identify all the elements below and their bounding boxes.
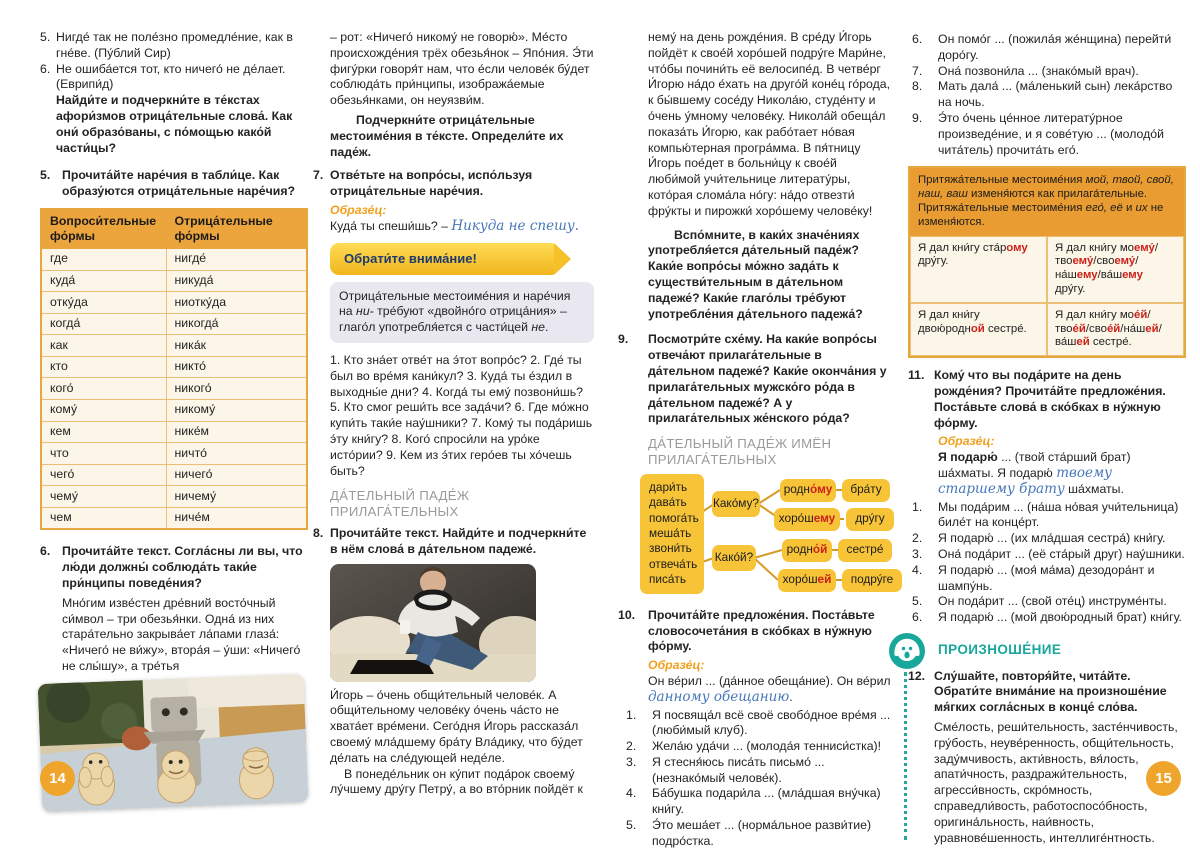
cell: чему́ — [41, 486, 166, 508]
table-row — [41, 486, 307, 508]
exercise-number: 6. — [40, 544, 51, 559]
sample-block — [648, 658, 892, 705]
item-number: 6. — [912, 610, 923, 625]
exercise-title: Кому́ что вы пода́рите на день рожде́ния? Прочита́йте предложе́ния. Поста́вьте слова́ в ско́бках в ну́жную фо́рму. — [934, 368, 1166, 430]
underline-pronouns-task: Подчеркни́те отрица́тельные местоиме́ния в те́ксте. Определи́те их паде́ж. — [330, 112, 564, 159]
table-row — [41, 292, 307, 314]
cell: где — [41, 248, 166, 270]
column-1 — [40, 30, 308, 807]
cell: что — [41, 443, 166, 465]
item-text: Мы пода́рим ... (на́ша но́вая учи́тельница) биле́т на конце́рт. — [938, 499, 1179, 530]
page-number-14: 14 — [40, 761, 75, 796]
exercise-5 — [40, 168, 308, 200]
adjective-box: родн о́му — [780, 479, 836, 502]
cell: чем — [41, 507, 166, 529]
exercise-title: Прочита́йте наре́чия в табли́це. Как образу́ются отрица́тельные наре́чия? — [62, 168, 296, 199]
cell: никто́ — [166, 356, 307, 378]
cell: кому́ — [41, 400, 166, 422]
igor-text-part1: И́горь – о́чень общи́тельный челове́к. А общи́тельному челове́ку о́чень ча́сто не хвата́ет вре́мени. Сего́дня И́горь рассказа́л своему́ мла́дшему бра́ту Вла́дику, что бу́дет де́лать на сле́дующей неде́ле. — [330, 687, 583, 765]
exercise-number: 12. — [908, 668, 926, 683]
exercise-11 — [908, 368, 1186, 431]
section-header-dative-adjectives: ДА́ТЕЛЬНЫЙ ПАДЕ́Ж ПРИЛАГА́ТЕЛЬНЫХ — [330, 488, 470, 520]
item-number: 9. — [912, 110, 923, 125]
exercise-title: Отве́тьте на вопро́сы, испо́льзуя отрица́тельные наре́чия. — [330, 168, 533, 199]
sample-label: Образе́ц: — [330, 202, 387, 217]
item-text: Он помо́г ... (пожила́я же́нщина) перейти́ доро́гу. — [938, 32, 1172, 62]
dotted-divider-line — [904, 672, 907, 840]
cell: кого́ — [41, 378, 166, 400]
exercise-number: 7. — [313, 168, 324, 183]
monkeys-text: Мно́гим изве́стен дре́вний восто́чный си́мвол – три обезья́нки. Одна́ из них стара́тельно закрыва́ет ла́пами глаза́: «Ничего́ не ви́жу», втора́я – у́ши: «Ничего́ не слы́шу», а тре́тья — [62, 595, 301, 674]
aphorism-item — [40, 30, 308, 62]
aphorism-number: 5. — [40, 30, 51, 44]
section-header-dative-adjective-names: ДА́ТЕЛЬНЫЙ ПАДЕ́Ж ИМЁН ПРИЛАГА́ТЕЛЬНЫХ — [648, 436, 832, 467]
aphorism-number: 6. — [40, 61, 51, 76]
table-row — [41, 507, 307, 529]
verb: дари́ть — [649, 480, 688, 495]
negation-table — [40, 208, 308, 531]
item-text: Я посвяща́л всё своё свобо́дное вре́мя ... (люби́мый клуб). — [652, 707, 891, 738]
column-4 — [908, 30, 1186, 846]
item-text: Жела́ю уда́чи ... (молода́я тенниси́стка)! — [652, 739, 882, 754]
table-row — [41, 248, 307, 270]
question-box-feminine: Како́й? — [712, 545, 756, 571]
exercise-6 — [40, 544, 308, 591]
table-header-row — [41, 209, 307, 249]
exercise-number: 10. — [618, 607, 636, 622]
monkeys-text-continued: – рот: «Ничего́ никому́ не говорю́». Ме́сто происхожде́ния трёх обезья́нок – Япо́ния. Э́ти фигу́рки говоря́т нам, что е́сли челове́к бу́дет соблюда́ть при́нципы, изобража́емые обезья́нками, он неуязви́м. — [330, 30, 594, 108]
pronunciation-section-header — [938, 642, 1186, 659]
list-item — [912, 500, 1186, 532]
page-number-15: 15 — [1146, 761, 1181, 796]
item-number: 2. — [626, 739, 637, 754]
exercise-number: 9. — [618, 332, 629, 347]
igor-photo — [330, 564, 536, 682]
exercise-title: Прочита́йте текст. Согла́сны ли вы, что лю́ди должны́ соблюда́ть таки́е при́нципы поведе́ния? — [62, 544, 303, 591]
column-header: Отрица́тельные фо́рмы — [166, 209, 307, 249]
grammar-box-row — [910, 303, 1184, 356]
possessive-pronouns-grammar-box — [908, 166, 1186, 358]
noun-box: сестре́ — [838, 539, 892, 562]
item-number: 8. — [912, 79, 923, 94]
exercise-title: Прочита́йте предложе́ния. Поста́вьте словосочета́ния в ско́бках в ну́жную фо́рму. — [648, 607, 875, 654]
grammar-cell: Я дал кни́гу ста́рому дру́гу. — [910, 236, 1047, 303]
adjective-box: хоро́ш ей — [778, 569, 836, 592]
exercise-10-items-continued — [908, 32, 1186, 158]
cell: отку́да — [41, 292, 166, 314]
listening-icon — [888, 632, 926, 670]
table-row — [41, 356, 307, 378]
item-text: Я подарю́ ... (мой двою́родный брат) кни́гу. — [938, 610, 1182, 625]
list-item — [912, 531, 1186, 547]
noun-box: бра́ту — [842, 479, 890, 502]
item-number: 5. — [626, 818, 637, 833]
exercise-10 — [618, 608, 892, 655]
remember-task: Вспо́мните, в каки́х значе́ниях употребля́ется да́тельный паде́ж? Каки́е вопро́сы мо́жно зада́ть к существи́тельным в да́тельном падеже́? Каки́е глаго́лы тре́буют употребле́ния да́тельного падежа́? — [648, 227, 863, 321]
adjective-box: родн о́й — [782, 539, 832, 562]
table-row — [41, 335, 307, 357]
exercise-9 — [618, 332, 892, 427]
item-text: Э́то меша́ет ... (норма́льное разви́тие) подро́стка. — [652, 818, 872, 848]
exercise-number: 5. — [40, 168, 51, 183]
item-text: Она́ пода́рит ... (её ста́рый друг) нау́шники. — [938, 546, 1185, 561]
grammar-box-header: Притяжа́тельные местоиме́ния мой, твой, свой, наш, ваш изменя́ются как прилага́тельные. Притяжа́тельные местоиме́ния его́, её и их не изменя́ются. — [910, 168, 1184, 235]
item-text: Я подарю́ ... (моя́ ма́ма) дезодора́нт и шампу́нь. — [938, 562, 1155, 593]
exercise-10-items — [618, 708, 892, 850]
sample-label: Образе́ц: — [648, 658, 705, 673]
grammar-note-box — [330, 282, 594, 343]
cell: чего́ — [41, 464, 166, 486]
item-text: Я подарю́ ... (их мла́дшая сестра́) кни́гу. — [938, 531, 1166, 546]
cell: куда́ — [41, 270, 166, 292]
verb: отвеча́ть — [649, 556, 698, 571]
list-item — [626, 786, 892, 818]
list-item — [912, 563, 1186, 595]
verb-list-box — [640, 474, 704, 594]
verb: писа́ть — [649, 571, 686, 586]
cell: ничего́ — [166, 464, 307, 486]
item-text: Я стесня́юсь писа́ть письмо́ ... (незнако́мый челове́к). — [652, 754, 825, 785]
sample-label: Образе́ц: — [938, 434, 995, 449]
aphorism-text: Нигде́ так не поле́зно промедле́ние, как в гне́ве. (Пу́блий Сир) — [56, 30, 293, 60]
sample-sentence: Я подарю́ ... (твой ста́рший брат) ша́хматы. Я подарю́ твоему старшему брату ша́хматы. — [938, 450, 1131, 497]
find-underline-task: Найди́те и подчеркни́те в те́кстах афори́змов отрица́тельные слова́. Как они́ образо́ваны, с по́мощью како́й части́цы? — [56, 93, 293, 155]
item-number: 6. — [912, 32, 923, 46]
page-15 — [600, 0, 1200, 848]
cell: ниче́м — [166, 507, 307, 529]
noun-box: дру́гу — [846, 508, 894, 531]
item-number: 3. — [626, 754, 637, 769]
item-text: Он пода́рит ... (свой оте́ц) инструме́нты. — [938, 594, 1167, 609]
cell: кем — [41, 421, 166, 443]
verb: помога́ть — [649, 510, 699, 525]
grammar-cell: Я дал кни́гу мое́й/твое́й/свое́й/на́шей/ва́шей сестре́. — [1047, 303, 1184, 356]
attention-banner-title: Обрати́те внима́ние! — [344, 250, 477, 266]
item-number: 7. — [912, 63, 923, 78]
aphorism-text: Не ошиба́ется тот, кто ничего́ не де́лает. (Еврипи́д) — [56, 61, 286, 92]
exercise-12 — [908, 669, 1186, 716]
list-item — [912, 64, 1186, 80]
verb: меша́ть — [649, 526, 692, 541]
grammar-cell: Я дал кни́гу моему́/твоему́/своему́/на́шему/ва́шему дру́гу. — [1047, 236, 1184, 303]
cell: ниотку́да — [166, 292, 307, 314]
cell: никогда́ — [166, 313, 307, 335]
table-row — [41, 270, 307, 292]
cell: как — [41, 335, 166, 357]
three-monkeys-photo — [38, 674, 309, 812]
question-box-masculine: Како́му? — [712, 491, 760, 517]
cell: когда́ — [41, 313, 166, 335]
item-text: Ба́бушка подари́ла ... (мла́дшая вну́чка) кни́гу. — [652, 786, 881, 817]
cell: нигде́ — [166, 248, 307, 270]
list-item — [626, 755, 892, 787]
page-14 — [0, 0, 600, 807]
item-text: Э́то о́чень це́нное литерату́рное произведе́ние, и я сове́тую ... (молодо́й чита́тель) прочита́ть его́. — [938, 110, 1164, 157]
list-item — [626, 818, 892, 850]
list-item — [912, 547, 1186, 563]
questions-list: 1. Кто зна́ет отве́т на э́тот вопро́с? 2. Где́ ты был во вре́мя кани́кул? 3. Куда́ ты е́здил в выходны́е дни? 4. Когда́ ты ему́ позвони́шь? 5. Кто смог реши́ть все зада́чи? 6. Где мо́жно купи́ть таки́е нау́шники? 7. Кому́ ты пода́ришь э́ту кни́гу? 8. Кого́ спроси́ли на уро́ке исто́рии? 9. Кем из э́тих геро́ев ты хо́чешь быть? — [330, 352, 593, 478]
pronunciation-word-list: Сме́лость, реши́тельность, засте́нчивость, гру́бость, неуве́ренность, общи́тельность, заду́мчивость, акти́вность, вя́лость, апати́чность, раздражи́тельность, агресси́вность, скро́мность, справедли́вость, работоспосо́бность, оригина́льность, наи́вность, уравнове́шенность, интеллиге́нтность. — [934, 720, 1178, 845]
item-number: 2. — [912, 531, 923, 546]
item-number: 4. — [626, 786, 637, 801]
item-number: 1. — [912, 499, 923, 514]
verb: звони́ть — [649, 541, 692, 556]
list-item — [626, 708, 892, 740]
column-header: Вопроси́тельные фо́рмы — [41, 209, 166, 249]
cell: ника́к — [166, 335, 307, 357]
list-item — [912, 594, 1186, 610]
adjective-box: хоро́ш ему — [774, 508, 840, 531]
grammar-note-text: Отрица́тельные местоиме́ния и наре́чия на ни- тре́буют «двойно́го отрица́ния» – глаго́л употребля́ется с части́цей не. — [339, 288, 571, 335]
item-number: 1. — [626, 707, 637, 722]
table-row — [41, 443, 307, 465]
noun-box: подру́ге — [842, 569, 902, 592]
column-3 — [618, 30, 892, 850]
list-item — [912, 79, 1186, 111]
cell: никого́ — [166, 378, 307, 400]
exercise-title: Прочита́йте текст. Найди́те и подчеркни́те в нём слова́ в да́тельном падеже́. — [330, 525, 587, 556]
exercise-title: Посмотри́те схе́му. На каки́е вопро́сы отвеча́ют прилага́тельные в да́тельном падеже́? Каки́е оконча́ния у прилага́тельных мужско́го ро́да в да́тельном падеже́? А у прилага́тельных же́нского ро́да? — [648, 332, 887, 426]
item-text: Она́ позвони́ла ... (знако́мый врач). — [938, 63, 1139, 78]
sample-sentence: Куда́ ты спеши́шь? – Никуда не спешу. — [330, 217, 579, 234]
attention-banner — [330, 243, 554, 275]
table-row — [41, 464, 307, 486]
igor-text-continued: нему́ на день рожде́ния. В сре́ду И́горь пойдёт к свое́й хоро́шей подру́ге Мари́не, что́бы почини́ть её велосипе́д. В четве́рг И́горю на́до е́хать на друго́й коне́ц го́рода, к бы́вшему сосе́ду Никола́ю, студе́нту и о́чень у́мному челове́ку. Никола́й обеща́л показа́ть И́горю, как рабо́тает но́вая компью́терная програ́мма. В пя́тницу И́горь пое́дет в больни́цу к свое́й люби́мой учи́тельнице литерату́ры, кото́рая слома́ла но́гу: на́до отвезти́ фру́кты и пирожки́ хоро́шему челове́ку! — [648, 30, 891, 218]
cell: никому́ — [166, 400, 307, 422]
exercise-number: 11. — [908, 368, 925, 383]
list-item — [912, 610, 1186, 626]
exercise-11-items — [908, 500, 1186, 626]
item-number: 4. — [912, 562, 923, 577]
sample-block — [938, 434, 1186, 497]
aphorism-item — [40, 62, 308, 94]
verb: дава́ть — [649, 495, 687, 510]
item-text: Мать дала́ ... (ма́ленький сын) лека́рство на ночь. — [938, 79, 1173, 110]
igor-text-part2: В понеде́льник он ку́пит пода́рок своему́ лу́чшему дру́гу Петру́, а во вто́рник пойдёт к — [330, 766, 583, 797]
list-item — [912, 111, 1186, 158]
table-row — [41, 421, 307, 443]
table-row — [41, 313, 307, 335]
table-row — [41, 378, 307, 400]
sample-block — [330, 203, 594, 235]
grammar-cell: Я дал кни́гу двою́родной сестре́. — [910, 303, 1047, 356]
grammar-box-row — [910, 236, 1184, 303]
exercise-8 — [313, 526, 594, 558]
list-item — [912, 32, 1186, 64]
cell: никуда́ — [166, 270, 307, 292]
exercise-title: Слу́шайте, повторя́йте, чита́йте. Обрати́те внима́ние на произноше́ние мя́гких согла́сных в конце́ сло́ва. — [934, 668, 1167, 715]
exercise-7 — [313, 168, 594, 200]
dative-scheme — [640, 474, 902, 598]
list-item — [626, 739, 892, 755]
sample-sentence: Он ве́рил ... (да́нное обеща́ние). Он ве́рил данному обещанию. — [648, 673, 891, 705]
cell: кто — [41, 356, 166, 378]
item-number: 3. — [912, 546, 923, 561]
exercise-number: 8. — [313, 525, 324, 540]
cell: нике́м — [166, 421, 307, 443]
cell: ничто́ — [166, 443, 307, 465]
cell: ничему́ — [166, 486, 307, 508]
pronunciation-title: ПРОИЗНОШЕ́НИЕ — [938, 641, 1062, 657]
item-number: 5. — [912, 594, 923, 609]
column-2 — [313, 30, 594, 798]
table-row — [41, 400, 307, 422]
